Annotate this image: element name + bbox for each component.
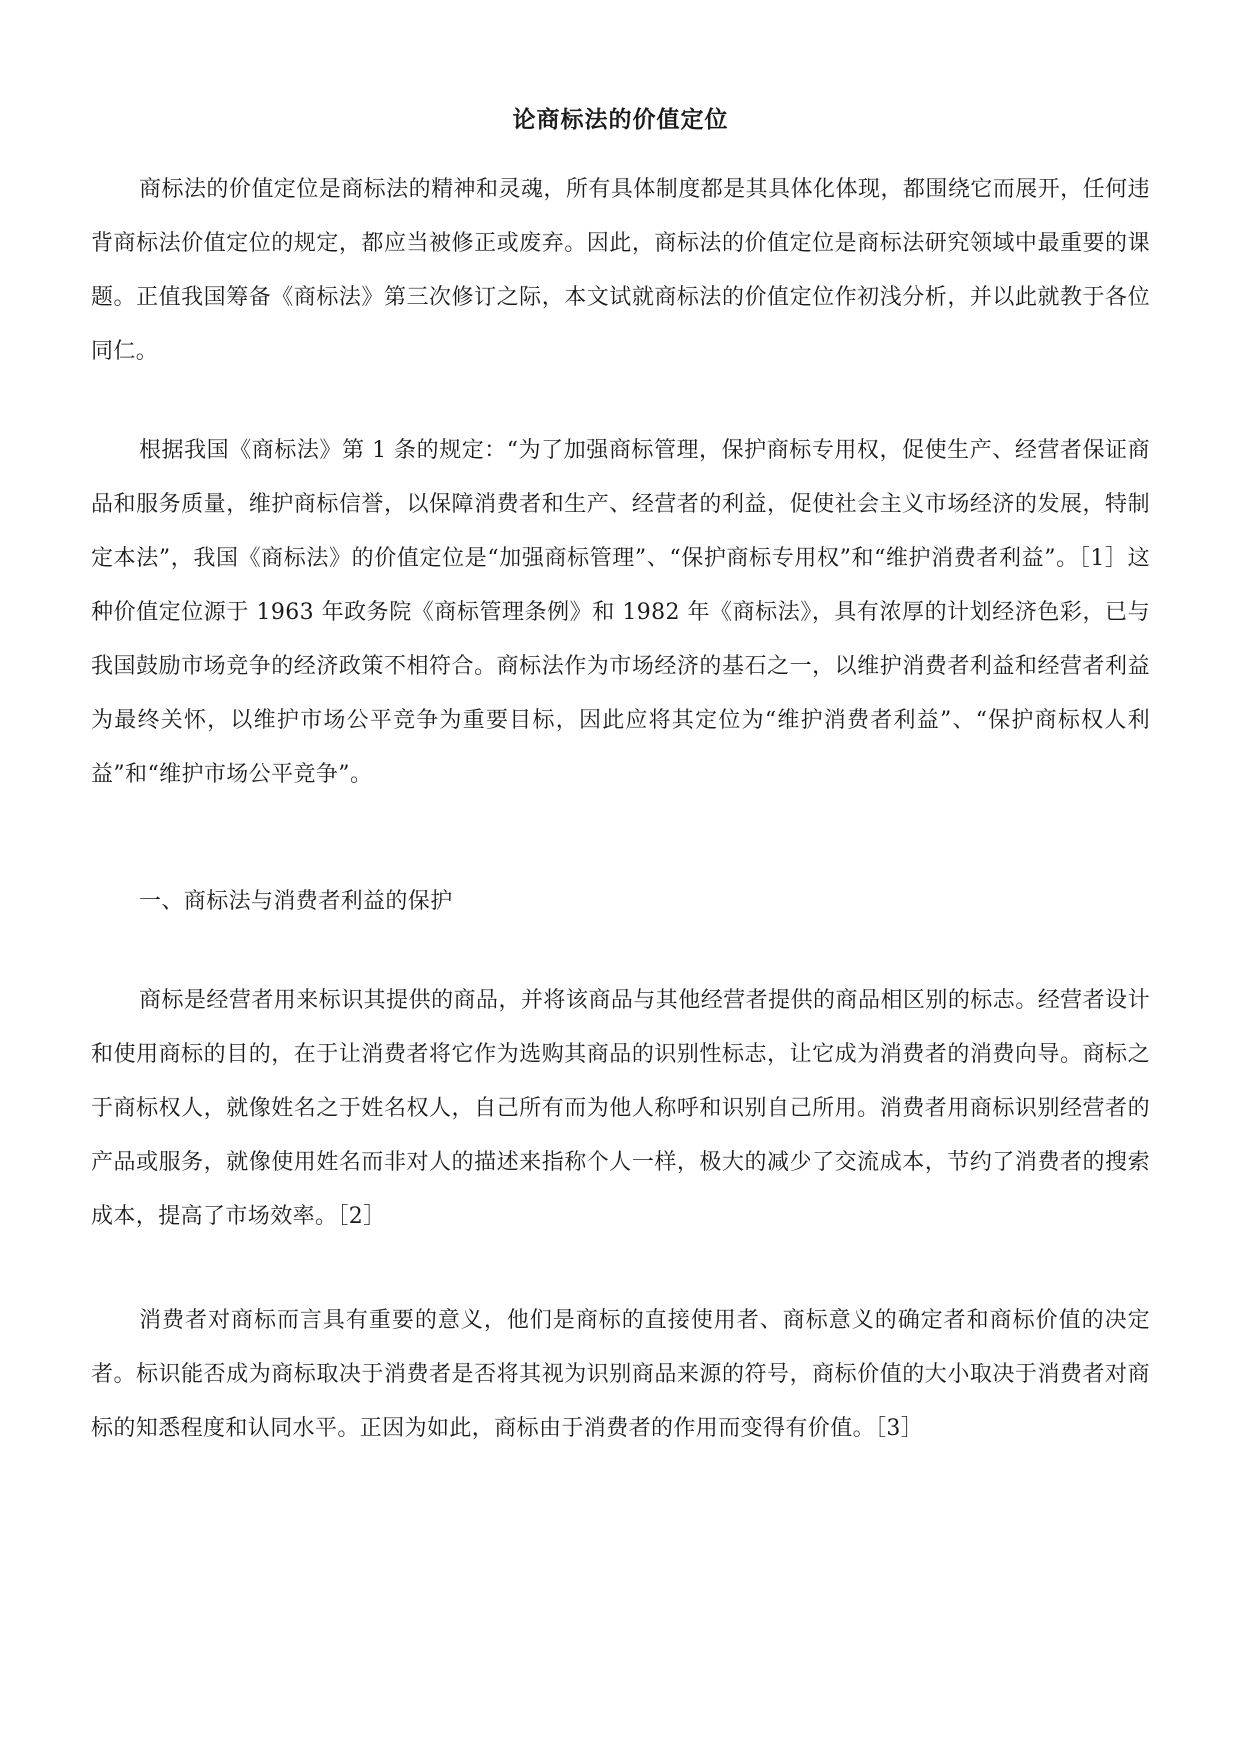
document-title: 论商标法的价值定位 [512,106,729,133]
paragraph-intro: 商标法的价值定位是商标法的精神和灵魂，所有具体制度都是其具体化体现，都围绕它而展开，任何违背商标法价值定位的规定，都应当被修正或废弃。因此，商标法的价值定位是商标法研究领域中最重要的课题。正值我国筹备《商标法》第三次修订之际，本文试就商标法的价值定位作初浅分析，并以此就教于各位同仁。 [91,177,1150,364]
paragraph-consumer-role: 消费者对商标而言具有重要的意义，他们是商标的直接使用者、商标意义的确定者和商标价值的决定者。标识能否成为商标取决于消费者是否将其视为识别商品来源的符号，商标价值的大小取决于消费者对商标的知悉程度和认同水平。正因为如此，商标由于消费者的作用而变得有价值。［3］ [91,1308,1150,1441]
section-heading: 一、商标法与消费者利益的保护 [139,889,453,914]
paragraph-article-1: 根据我国《商标法》第 1 条的规定：“为了加强商标管理，保护商标专用权，促使生产、经营者保证商品和服务质量，维护商标信誉，以保障消费者和生产、经营者的利益，促使社会主义市场经济的发展，特制定本法”，我国《商标法》的价值定位是“加强商标管理”、“保护商标专用权”和“维护消费者利益”。［1］这种价值定位源于 1963 年政务院《商标管理条例》和 1982 年《商标法》，具有浓厚的计划经济色彩，已与我国鼓励市场竞争的经济政策不相符合。商标法作为市场经济的基石之一，以维护消费者利益和经营者利益为最终关怀，以维护市场公平竞争为重要目标，因此应将其定位为“维护消费者利益”、“保护商标权人利益”和“维护市场公平竞争”。 [91,438,1150,787]
paragraph-trademark-definition: 商标是经营者用来标识其提供的商品，并将该商品与其他经营者提供的商品相区别的标志。经营者设计和使用商标的目的，在于让消费者将它作为选购其商品的识别性标志，让它成为消费者的消费向导。商标之于商标权人，就像姓名之于姓名权人，自己所有而为他人称呼和识别自己所用。消费者用商标识别经营者的产品或服务，就像使用姓名而非对人的描述来指称个人一样，极大的减少了交流成本，节约了消费者的搜索成本，提高了市场效率。［2］ [91,988,1150,1229]
